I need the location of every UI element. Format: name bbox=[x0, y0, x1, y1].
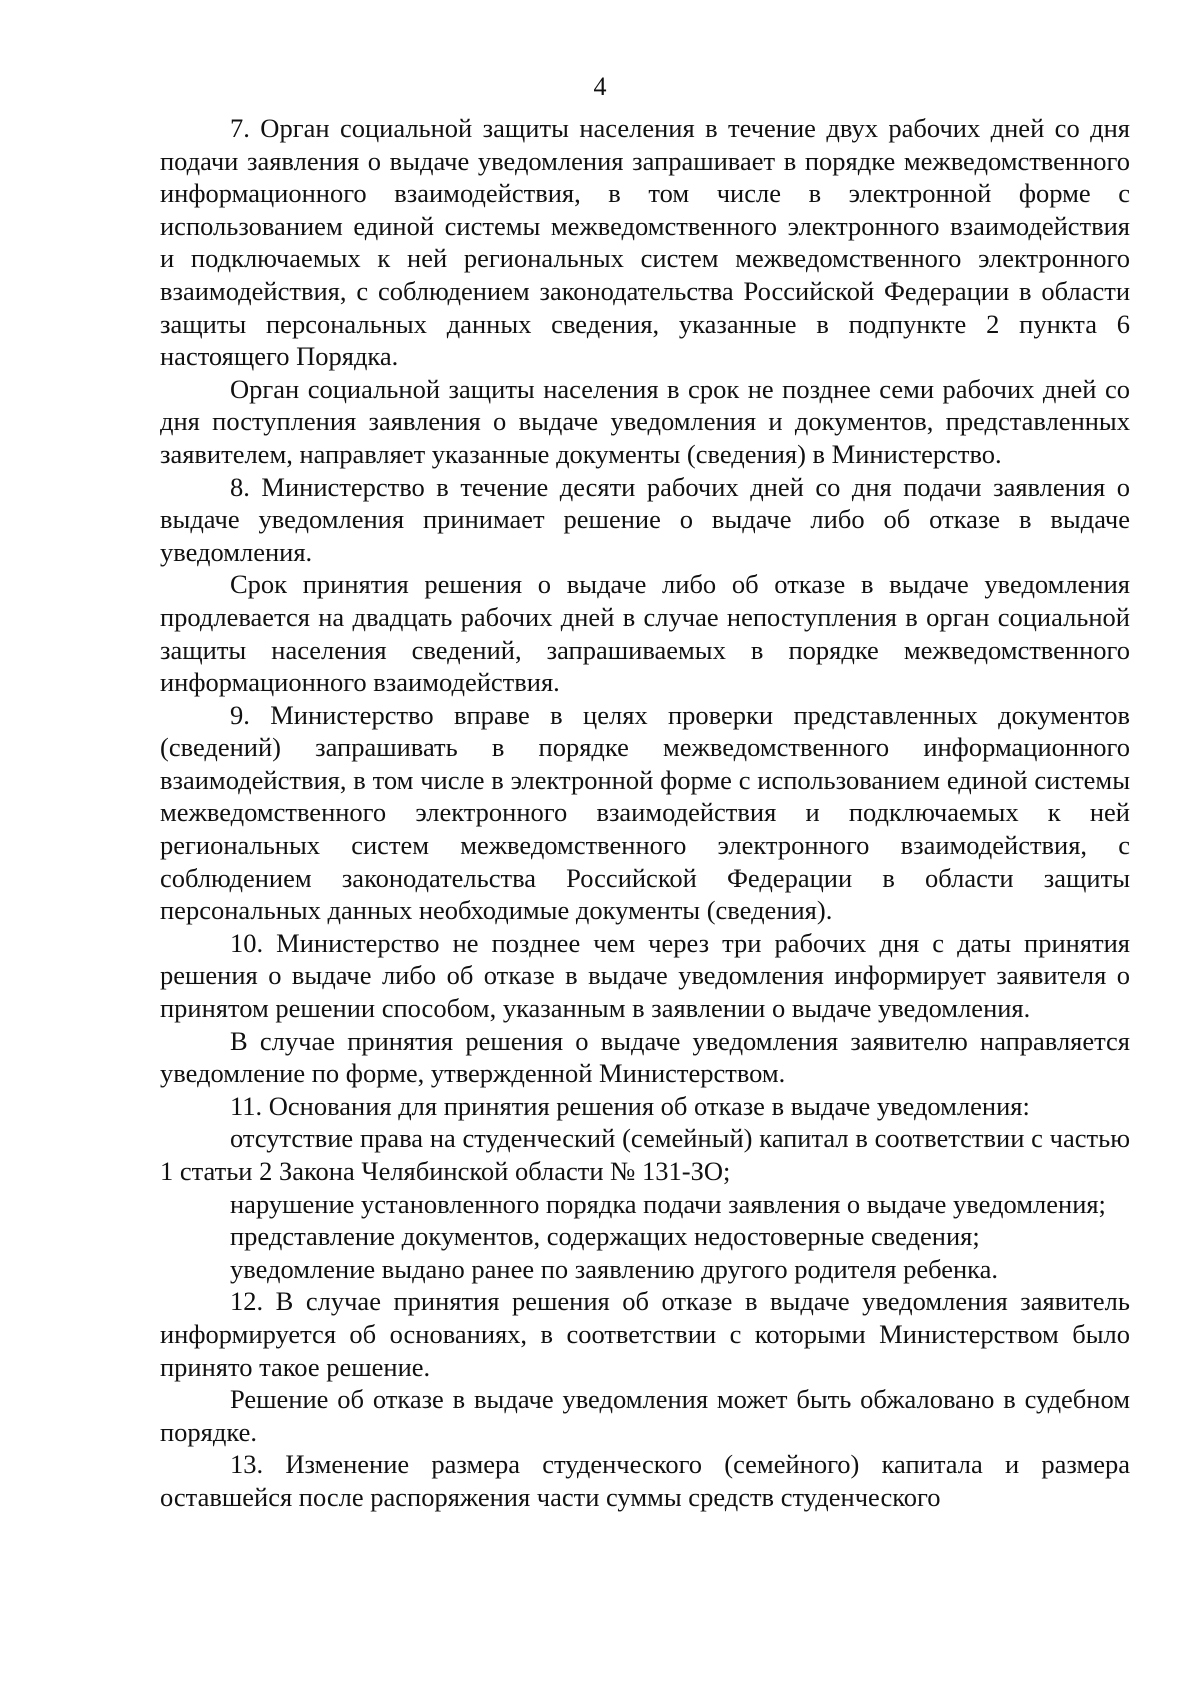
paragraph-11: 11. Основания для принятия решения об отказе в выдаче уведомления: bbox=[230, 1090, 1030, 1121]
paragraph-10: 10. Министерство не позднее чем через три рабочих дня с даты принятия решения о выдаче либо об отказе в выдаче уведомления информирует заявителя о принятом решении способом, указанным в заявлении о выдаче уведомления. bbox=[160, 927, 1130, 1024]
page-number: 4 bbox=[593, 72, 607, 101]
paragraph-10-continued: В случае принятия решения о выдаче уведомления заявителю направляется уведомление по форме, утвержденной Министерством. bbox=[160, 1025, 1130, 1089]
paragraph-12-continued: Решение об отказе в выдаче уведомления может быть обжаловано в судебном порядке. bbox=[160, 1384, 1130, 1447]
paragraph-7-continued: Орган социальной защиты населения в срок не позднее семи рабочих дней со дня поступления заявления о выдаче уведомления и документов, представленных заявителем, направляет указанные документы (сведения) в Министерство. bbox=[160, 373, 1130, 469]
paragraph-13: 13. Изменение размера студенческого (семейного) капитала и размера оставшейся после распоряжения части суммы средств студенческого bbox=[160, 1449, 1130, 1512]
paragraph-8-continued: Срок принятия решения о выдаче либо об отказе в выдаче уведомления продлевается на двадцать рабочих дней в случае непоступления в орган социальной защиты населения сведений, запрашиваемых в порядке межведомственного информационного взаимодействия. bbox=[160, 569, 1130, 698]
document-body bbox=[160, 112, 1130, 1514]
paragraph-11-item-1: отсутствие права на студенческий (семейный) капитал в соответствии с частью 1 статьи 2 Закона Челябинской области № 131-ЗО; bbox=[160, 1123, 1130, 1186]
paragraph-11-item-2: нарушение установленного порядка подачи заявления о выдаче уведомления; bbox=[230, 1188, 1106, 1219]
paragraph-8: 8. Министерство в течение десяти рабочих дней со дня подачи заявления о выдаче уведомления принимает решение о выдаче либо об отказе в выдаче уведомления. bbox=[160, 471, 1130, 567]
paragraph-7: 7. Орган социальной защиты населения в течение двух рабочих дней со дня подачи заявления о выдаче уведомления запрашивает в порядке межведомственного информационного взаимодействия, в том числе в электронной форме с использованием единой системы межведомственного электронного взаимодействия и подключаемых к ней региональных систем межведомственного электронного взаимодействия, с соблюдением законодательства Российской Федерации в области защиты персональных данных сведения, указанные в подпункте 2 пункта 6 настоящего Порядка. bbox=[160, 113, 1130, 372]
paragraph-12: 12. В случае принятия решения об отказе в выдаче уведомления заявитель информируется об основаниях, в соответствии с которыми Министерством было принято такое решение. bbox=[160, 1286, 1130, 1382]
paragraph-11-item-3: представление документов, содержащих недостоверные сведения; bbox=[230, 1221, 980, 1252]
paragraph-11-item-4: уведомление выдано ранее по заявлению другого родителя ребенка. bbox=[230, 1253, 999, 1284]
paragraph-9: 9. Министерство вправе в целях проверки представленных документов (сведений) запрашивать в порядке межведомственного информационного взаимодействия, в том числе в электронной форме с использованием единой системы межведомственного электронного взаимодействия и подключаемых к ней региональных систем межведомственного электронного взаимодействия, с соблюдением законодательства Российской Федерации в области защиты персональных данных необходимые документы (сведения). bbox=[160, 699, 1130, 926]
